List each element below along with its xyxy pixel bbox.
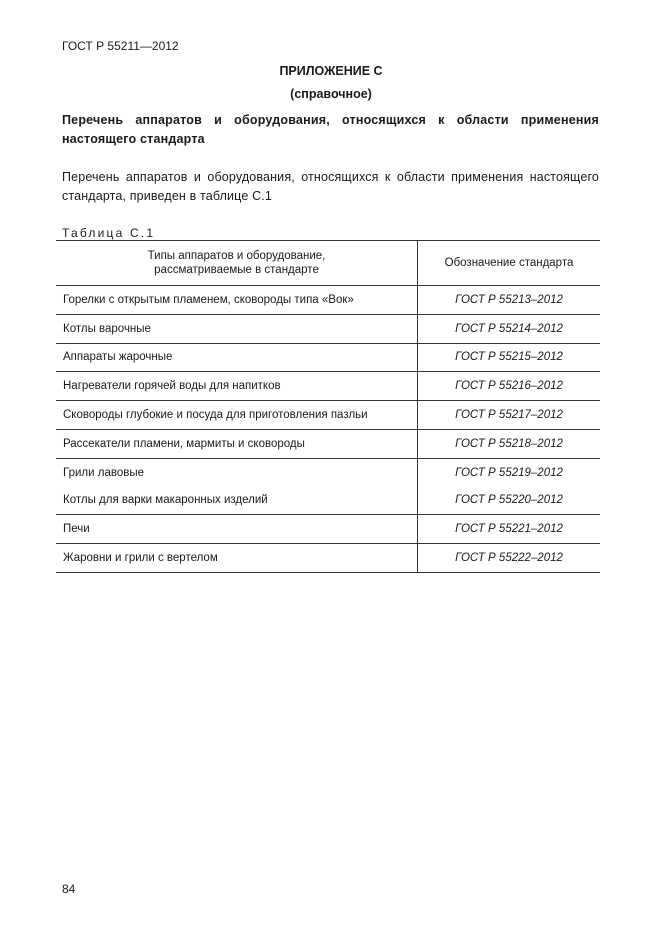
equipment-type-cell: Рассекатели пламени, мармиты и сковороды	[56, 429, 418, 458]
standard-cell: ГОСТ Р 55216–2012	[418, 372, 601, 401]
equipment-type-cell: Аппараты жарочные	[56, 343, 418, 372]
appendix-title: ПРИЛОЖЕНИЕ С	[279, 64, 383, 78]
table-row	[56, 515, 600, 544]
equipment-table	[56, 240, 600, 573]
table-row	[56, 429, 600, 458]
standard-cell: ГОСТ Р 55218–2012	[418, 429, 601, 458]
table-row	[56, 343, 600, 372]
standard-cell: ГОСТ Р 55217–2012	[418, 401, 601, 430]
equipment-type-cell: Котлы варочные	[56, 314, 418, 343]
standard-cell: ГОСТ Р 55220–2012	[418, 487, 601, 515]
standard-code: ГОСТ Р 55211—2012	[62, 39, 179, 53]
table-row	[56, 314, 600, 343]
equipment-type-cell: Печи	[56, 515, 418, 544]
section-heading: Перечень аппаратов и оборудования, относящихся к области применения настоящего стандарта	[62, 113, 599, 146]
column-header-type	[56, 241, 418, 286]
table-row	[56, 544, 600, 573]
page-number: 84	[62, 882, 76, 896]
table-header-row	[56, 241, 600, 286]
equipment-type-cell: Нагреватели горячей воды для напитков	[56, 372, 418, 401]
table-row	[56, 372, 600, 401]
standard-cell: ГОСТ Р 55213–2012	[418, 286, 601, 315]
column-header-type-line1: Типы аппаратов и оборудование,	[147, 250, 326, 262]
table-row	[56, 286, 600, 315]
equipment-type-cell: Сковороды глубокие и посуда для приготовления пазльи	[56, 401, 418, 430]
equipment-type-cell: Котлы для варки макаронных изделий	[56, 487, 418, 515]
standard-cell: ГОСТ Р 55215–2012	[418, 343, 601, 372]
table-row	[56, 401, 600, 430]
table-caption: Таблица С.1	[62, 226, 156, 240]
standard-cell: ГОСТ Р 55219–2012	[418, 458, 601, 486]
standard-cell: ГОСТ Р 55222–2012	[418, 544, 601, 573]
equipment-type-cell: Горелки с открытым пламенем, сковороды типа «Вок»	[56, 286, 418, 315]
appendix-subtitle: (справочное)	[290, 87, 372, 101]
table-row	[56, 487, 600, 515]
column-header-type-line2: рассматриваемые в стандарте	[154, 264, 319, 276]
column-header-standard: Обозначение стандарта	[418, 241, 601, 286]
standard-cell: ГОСТ Р 55221–2012	[418, 515, 601, 544]
intro-paragraph: Перечень аппаратов и оборудования, относящихся к области применения настоящего стандарта, приведен в таблице С.1	[62, 170, 599, 203]
standard-cell: ГОСТ Р 55214–2012	[418, 314, 601, 343]
equipment-type-cell: Грили лавовые	[63, 466, 144, 479]
table-row	[56, 458, 600, 486]
equipment-type-cell: Жаровни и грили с вертелом	[56, 544, 418, 573]
